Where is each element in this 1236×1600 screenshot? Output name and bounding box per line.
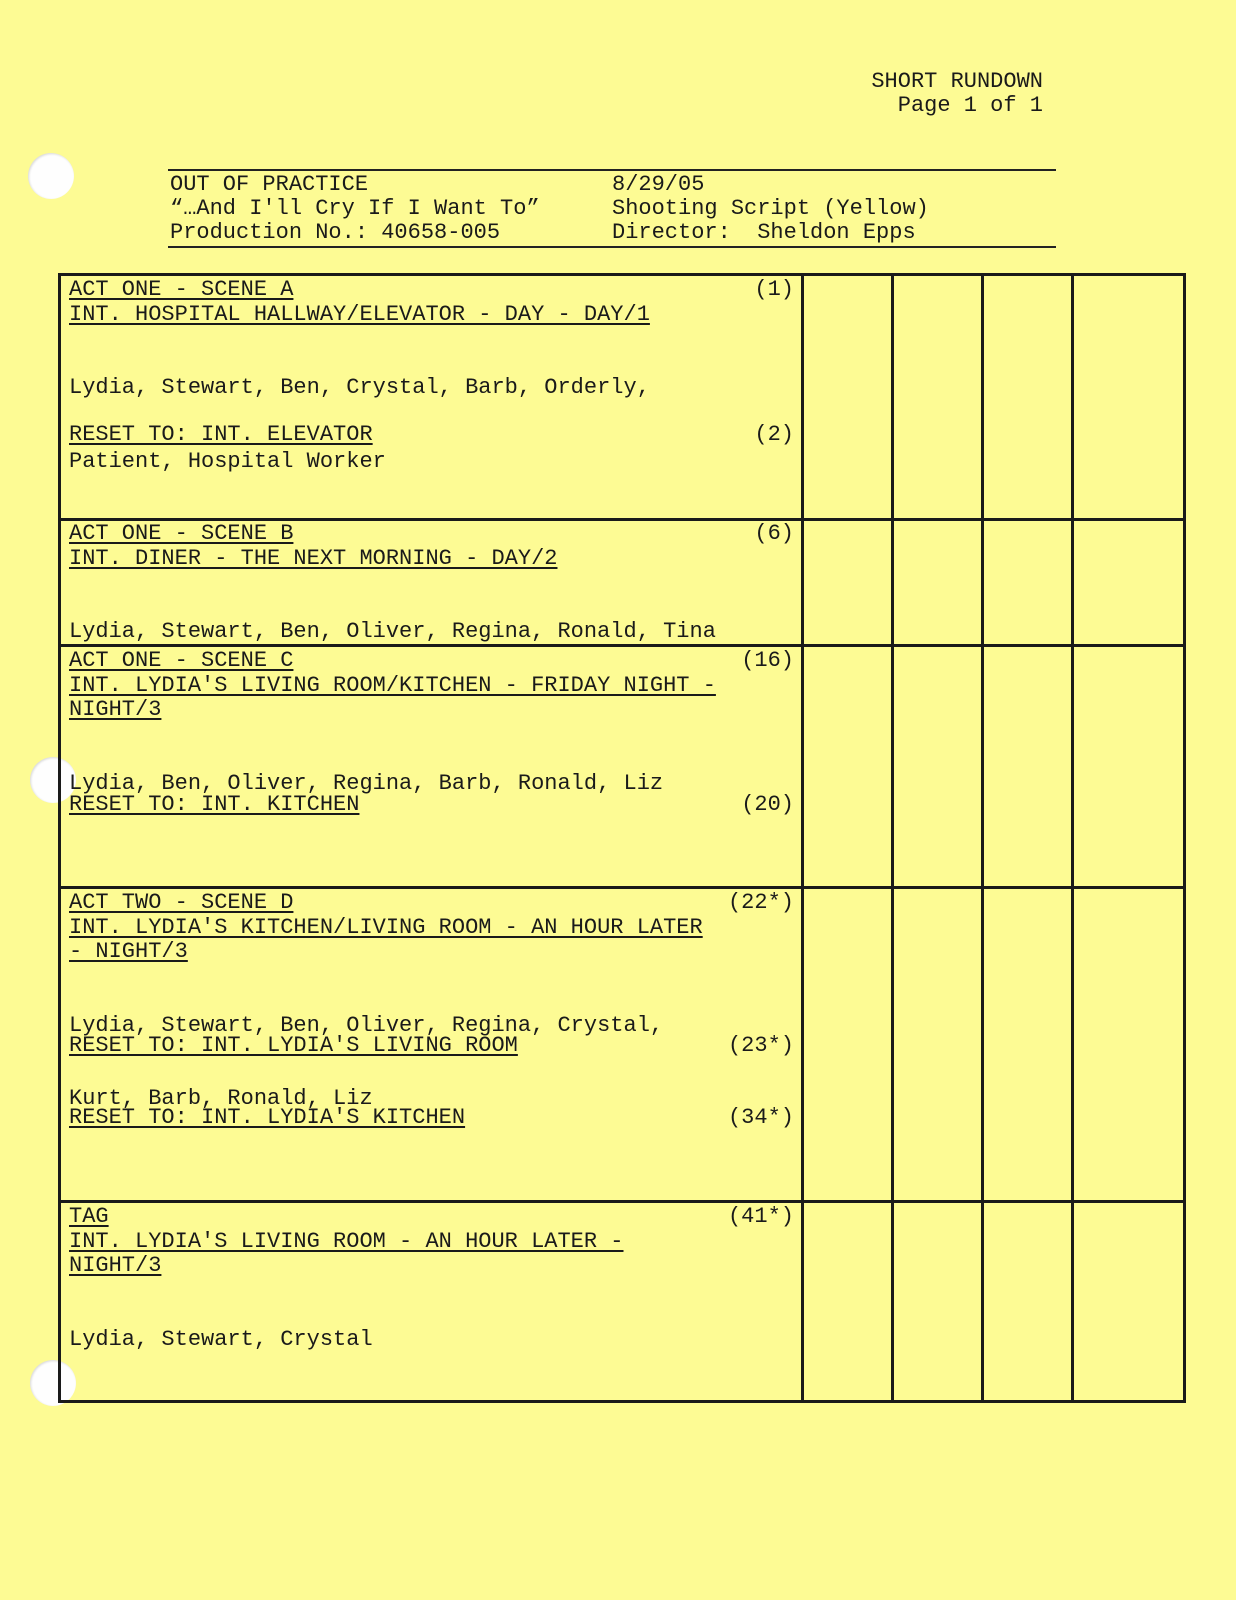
reset-line [69,793,794,818]
cast-line: Kurt, Barb, Ronald, Liz [69,1086,373,1111]
scene-page: (1) [754,277,794,302]
slug-line: INT. LYDIA'S KITCHEN/LIVING ROOM - AN HOUR LATER [69,914,703,940]
reset-line [69,1034,794,1059]
scene-block [69,1205,794,1395]
row-divider [61,1200,1183,1203]
scene-block [69,649,794,883]
scene-block [69,278,794,514]
scene-heading: ACT ONE - SCENE B [69,521,294,546]
show-title: OUT OF PRACTICE [170,172,369,197]
slug-line: - NIGHT/3 [69,939,188,964]
cast-line: Lydia, Stewart, Ben, Oliver, Regina, Ronald, Tina [69,619,716,644]
rundown-header [871,70,1043,118]
column-divider [801,276,804,1400]
scene-heading: ACT ONE - SCENE A [69,277,294,302]
slug-line: INT. LYDIA'S LIVING ROOM/KITCHEN - FRIDAY NIGHT - [69,672,716,698]
row-divider [61,886,1183,889]
cast-list [69,1279,769,1402]
slug-line: INT. LYDIA'S LIVING ROOM - AN HOUR LATER - [69,1228,624,1254]
director: Director: Sheldon Epps [612,220,916,245]
scene-page: (6) [754,521,794,546]
reset-label: RESET TO: INT. KITCHEN [69,792,360,817]
episode-title: “…And I'll Cry If I Want To” [170,196,540,221]
cast-list [69,723,769,846]
slug-line: NIGHT/3 [69,1253,162,1278]
reset-line [69,1106,794,1131]
slug-line: NIGHT/3 [69,697,162,722]
scene-page: (22*) [727,890,794,915]
column-divider [1071,276,1074,1400]
column-divider [891,276,894,1400]
document-type: SHORT RUNDOWN [871,69,1043,94]
column-divider [981,276,984,1400]
script-date: 8/29/05 [612,172,705,197]
slug-line: INT. HOSPITAL HALLWAY/ELEVATOR - DAY - DAY/1 [69,301,650,327]
scene-page: (41*) [727,1204,794,1229]
script-version: Shooting Script (Yellow) [612,196,929,221]
cast-list [69,965,769,1161]
reset-line [69,423,794,448]
divider [168,169,1056,171]
reset-label: RESET TO: INT. LYDIA'S LIVING ROOM [69,1033,518,1058]
scene-block [69,521,794,644]
production-number: Production No.: 40658-005 [170,220,501,245]
reset-page: (34*) [727,1105,794,1130]
cast-line: Lydia, Ben, Oliver, Regina, Barb, Ronald, Liz [69,770,664,796]
rundown-grid [58,273,1186,1403]
scene-page: (16) [741,648,794,673]
scene-heading: TAG [69,1204,109,1229]
scene-heading: ACT ONE - SCENE C [69,648,294,673]
divider [168,246,1056,248]
cast-line: Lydia, Stewart, Ben, Crystal, Barb, Orderly, [69,375,650,400]
binder-hole [28,153,74,199]
slug-line: INT. DINER - THE NEXT MORNING - DAY/2 [69,545,558,571]
reset-page: (20) [741,792,794,817]
reset-label: RESET TO: INT. LYDIA'S KITCHEN [69,1105,466,1130]
page-indicator: Page 1 of 1 [897,93,1043,118]
cast-line: Lydia, Stewart, Crystal [69,1326,373,1352]
cast-line: Lydia, Stewart, Ben, Oliver, Regina, Crystal, [69,1012,664,1038]
reset-page: (2) [754,422,794,447]
scene-block [69,891,794,1196]
reset-page: (23*) [727,1033,794,1058]
cast-line: Patient, Hospital Worker [69,448,386,474]
production-info [170,173,1054,245]
scene-heading: ACT TWO - SCENE D [69,890,294,915]
reset-label: RESET TO: INT. ELEVATOR [69,422,373,447]
